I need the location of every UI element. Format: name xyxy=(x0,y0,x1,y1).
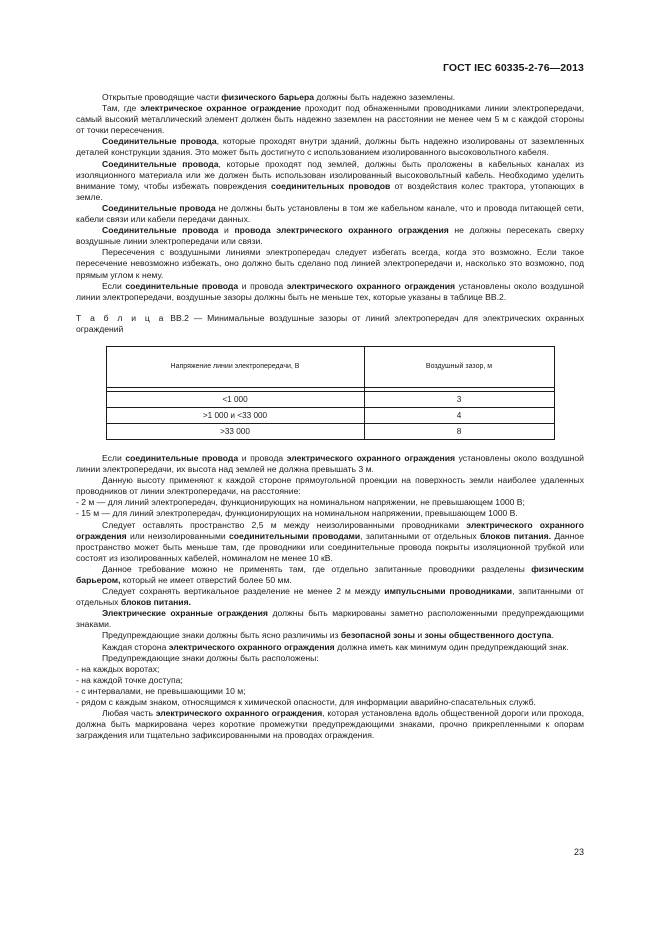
text-run: Открытые проводящие части xyxy=(102,92,222,102)
text-run: и провода xyxy=(238,452,287,463)
text-run: , которые проходят под землей, должны быть проложены в кабельных каналах из изоляционного материала или же должен быть использован изолированный высоковольтный кабель. Необходимо уделить внимание тому, чтобы избежать повреждения xyxy=(76,158,584,191)
table-header-row xyxy=(106,346,554,387)
text-run: , запитанными от отдельных xyxy=(360,530,480,541)
text-run: Если xyxy=(102,452,126,463)
text-run: или неизолированными xyxy=(126,530,230,541)
paragraph xyxy=(76,159,584,203)
list-item xyxy=(76,686,584,697)
paragraph xyxy=(76,247,584,280)
text-run: Данное пространство может быть меньше там, где проводники или соединительные провода покрыты изоляционной трубкой или состоят из изолированных кабелей, номиналом не менее 10 кВ. xyxy=(76,530,584,563)
paragraph xyxy=(76,630,584,641)
paragraph xyxy=(76,520,584,564)
text-run: Если xyxy=(102,280,126,291)
term-bold: блоков питания. xyxy=(479,530,552,541)
text-run: , которые проходят внутри зданий, должны быть надежно изолированы от заземленных деталей конструкции здания. Это может быть достигнуто с использованием изолированного высоковольтного кабеля. xyxy=(76,136,584,158)
clearance-table xyxy=(106,346,555,440)
term-bold: Соединительные провода xyxy=(102,136,217,147)
paragraph xyxy=(76,708,584,741)
text-run: не должны быть установлены в том же кабельном канале, что и провода питающей сети, кабели связи или кабели передачи данных. xyxy=(76,202,584,225)
table-cell-voltage: <1 000 xyxy=(106,391,364,407)
term-bold: физического барьера xyxy=(221,92,315,102)
text-run: и провода xyxy=(238,280,287,291)
term-bold: Соединительные провода xyxy=(102,202,216,213)
text-run: , которая установлена вдоль общественной дороги или прохода, должна быть маркирована через короткие промежутки предупреждающими знаками, прочно прикрепленными к опорам заграждения или тщательно зафиксированными на проводах ограждения. xyxy=(76,708,584,741)
term-bold: Соединительные провода xyxy=(102,158,219,169)
text-run: Следует сохранять вертикальное разделение не менее 2 м между xyxy=(102,586,385,597)
text-run: установлены около воздушной линии электропередачи, их высота над землей не должна превышать 3 м. xyxy=(76,452,584,475)
table-caption xyxy=(76,313,584,335)
table-caption-text: ВВ.2 — Минимальные воздушные зазоры от линий электропередач для электрических охранных ограждений xyxy=(76,312,584,334)
text-run: должна иметь как минимум один предупреждающий знак. xyxy=(334,641,569,652)
table-row xyxy=(106,407,554,423)
text-run: Пересечения с воздушными линиями электропередач следует избегать всегда, когда это возможно. Если такое пересечение невозможно избежать, оно должно быть сделано под линией электропередачи и, насколько это возможно, под прямым углом к нему. xyxy=(76,247,584,280)
paragraph xyxy=(76,653,584,664)
table-row xyxy=(106,391,554,407)
text-run: - с интервалами, не превышающими 10 м; xyxy=(76,685,246,696)
text-run: Следует оставлять пространство 2,5 м между неизолированными проводниками xyxy=(102,519,467,530)
term-bold: Соединительные провода xyxy=(102,225,219,236)
paragraph xyxy=(76,564,584,586)
table-row xyxy=(106,423,554,439)
paragraph xyxy=(76,103,584,136)
text-run: должны быть надежно заземлены. xyxy=(314,92,456,102)
term-bold: блоков питания. xyxy=(120,597,191,608)
table-cell-clearance: 3 xyxy=(364,391,554,407)
text-run: Любая часть xyxy=(102,708,156,719)
term-bold: электрического охранного ограждения xyxy=(286,452,456,463)
text-run: Каждая сторона xyxy=(102,641,169,652)
text-run: - на каждых воротах; xyxy=(76,663,160,674)
list-item xyxy=(76,675,584,686)
text-run: который не имеет отверстий более 50 мм. xyxy=(120,575,292,585)
text-run: проходит под обнаженными проводниками линии электропередачи, самый высокий металлический элемент должен быть надежно заземлен на расстоянии не менее чем 5 м с каждой стороны от точки пересечения. xyxy=(76,103,584,136)
paragraph xyxy=(76,475,584,497)
term-bold: соединительными проводами xyxy=(229,530,361,541)
term-bold: Электрические охранные ограждения xyxy=(102,608,268,619)
paragraph xyxy=(76,453,584,475)
table-cell-clearance: 4 xyxy=(364,407,554,423)
list-item xyxy=(76,508,584,519)
document-body xyxy=(76,92,584,741)
text-run: . xyxy=(551,630,554,641)
text-run: , запитанными от отдельных xyxy=(76,586,584,608)
term-bold: соединительные провода xyxy=(125,280,239,291)
paragraph xyxy=(76,203,584,225)
text-run: - на каждой точке доступа; xyxy=(76,674,183,685)
term-bold: электрического охранного ограждения xyxy=(168,641,335,652)
term-bold: зоны общественного доступа xyxy=(424,630,552,641)
table-cell-voltage: >1 000 и <33 000 xyxy=(106,407,364,423)
list-item xyxy=(76,497,584,508)
term-bold: соединительных проводов xyxy=(271,180,391,191)
page-number: 23 xyxy=(573,847,584,857)
paragraphs-top xyxy=(76,92,584,303)
list-item xyxy=(76,664,584,675)
term-bold: соединительные провода xyxy=(125,452,239,463)
text-run: установлены около воздушной линии электропередачи, воздушные зазоры должны быть не меньше тех, которые указаны в таблице ВВ.2. xyxy=(76,280,584,302)
text-run: Там, где xyxy=(102,103,141,114)
table-cell-clearance: 8 xyxy=(364,423,554,439)
text-run: от воздействия колес трактора, утопающих в земле. xyxy=(76,180,584,202)
document-header: ГОСТ IEC 60335-2-76—2013 xyxy=(442,62,584,74)
table-header-voltage: Напряжение линии электропередачи, В xyxy=(106,346,364,387)
text-run: - 2 м — для линий электропередач, функционирующих на номинальном напряжении, не превышающем 1000 В; xyxy=(76,497,525,508)
term-bold: электрического охранного ограждения xyxy=(76,519,584,541)
paragraph xyxy=(76,608,584,630)
term-bold: электрического охранного ограждения xyxy=(286,280,456,291)
text-run: должны быть маркированы заметно расположенными предупреждающими знаками. xyxy=(76,608,584,630)
term-bold: электрическое охранное ограждение xyxy=(140,103,301,114)
paragraph xyxy=(76,281,584,303)
text-run: Предупреждающие знаки должны быть ясно различимы из xyxy=(102,630,341,641)
text-run: и xyxy=(414,630,425,641)
paragraph xyxy=(76,92,584,103)
text-run: не должны пересекать сверху воздушные линии электропередачи или связи. xyxy=(76,225,584,247)
table-header-clearance: Воздушный зазор, м xyxy=(364,346,554,387)
term-bold: физическим барьером, xyxy=(76,563,584,585)
paragraph xyxy=(76,136,584,158)
text-run: - 15 м — для линий электропередач, функционирующих на номинальном напряжении, превышающем 1000 В. xyxy=(76,508,518,519)
text-run: Предупреждающие знаки должны быть расположены: xyxy=(102,652,319,663)
list-item xyxy=(76,697,584,708)
text-run: - рядом с каждым знаком, относящимся к химической опасности, для информации аварийно-спасательных служб. xyxy=(76,697,536,708)
term-bold: импульсными проводниками xyxy=(384,586,513,597)
paragraph xyxy=(76,586,584,608)
text-run: Данную высоту применяют к каждой стороне прямоугольной проекции на поверхность земли наиболее удаленных проводников от линии электропередачи, на расстояние: xyxy=(76,475,584,497)
term-bold: провода электрического охранного ограждения xyxy=(234,225,449,236)
term-bold: безопасной зоны xyxy=(340,630,415,641)
paragraph xyxy=(76,225,584,247)
paragraphs-bottom xyxy=(76,453,584,741)
text-run: Данное требование можно не применять там, где отдельно запитанные проводники разделены xyxy=(102,563,532,574)
paragraph xyxy=(76,642,584,653)
table-cell-voltage: >33 000 xyxy=(106,423,364,439)
table-caption-prefix: Т а б л и ц а xyxy=(76,312,166,323)
term-bold: электрического охранного ограждения xyxy=(155,708,323,719)
text-run: и xyxy=(218,225,235,236)
